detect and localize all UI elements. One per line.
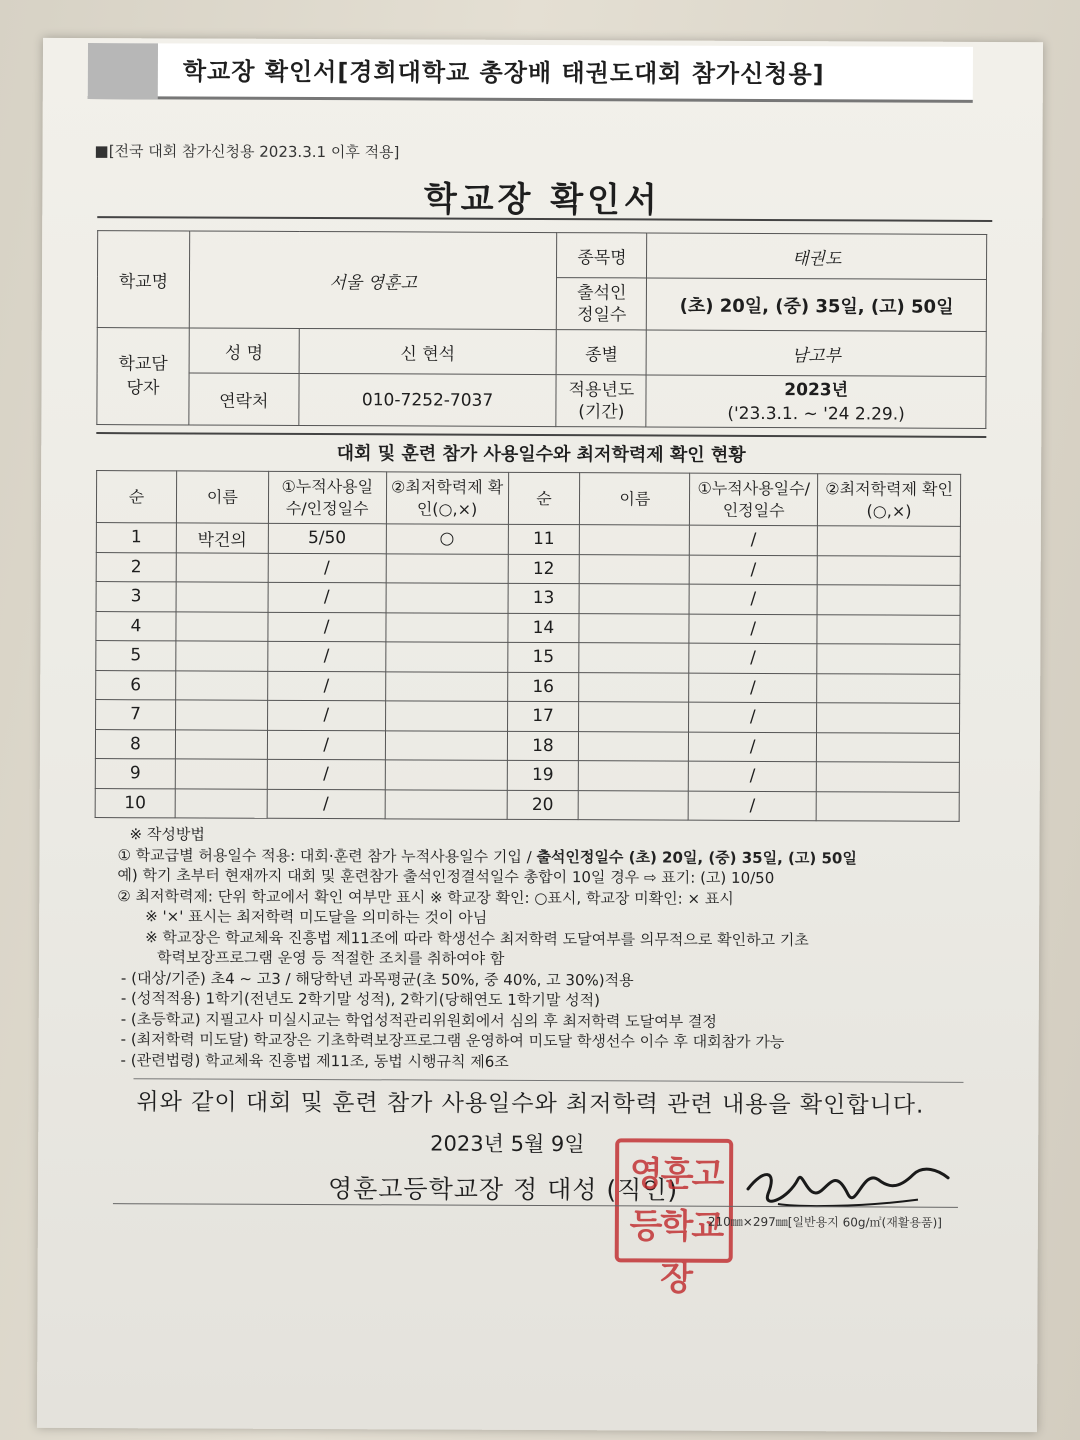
cell-l-days: / <box>267 700 385 730</box>
cell-r-days: / <box>689 732 817 762</box>
cell-l-ok: ○ <box>386 524 508 554</box>
cell-l-no: 6 <box>96 670 176 700</box>
cell-l-days: / <box>267 730 385 760</box>
cell-r-days: / <box>689 555 817 585</box>
cell-l-days: / <box>267 759 385 789</box>
handwritten-signature <box>738 1149 958 1220</box>
col-name: 이름 <box>176 471 268 523</box>
table-row <box>96 523 960 556</box>
cell-r-no: 12 <box>508 554 580 584</box>
note-dash-2: - (성적적용) 1학기(전년도 2학기말 성적), 2학기(당해연도 1학기말 성적) <box>120 989 600 1010</box>
table-row <box>96 582 960 615</box>
cell-l-name <box>175 788 267 818</box>
cell-r-ok <box>817 585 960 615</box>
note-2-b-cont: 학력보장프로그램 운영 등 적절한 조치를 취하여야 함 <box>156 948 505 968</box>
cell-r-ok <box>816 732 959 762</box>
official-seal <box>615 1138 734 1299</box>
cell-l-ok <box>385 642 507 672</box>
school-value: 서울 영훈고 <box>189 231 557 330</box>
note-dash-4: - (최저학력 미도달) 학교장은 기초학력보장프로그램 운영하여 미도달 학생선수 이수 후 대회참가 가능 <box>120 1030 785 1052</box>
cell-r-ok <box>816 791 959 821</box>
header-band <box>88 43 973 103</box>
cell-l-ok <box>385 701 507 731</box>
cell-l-ok <box>385 671 507 701</box>
cell-l-days: / <box>268 553 386 583</box>
cell-l-no: 5 <box>96 641 176 671</box>
confirmation-statement: 위와 같이 대회 및 훈련 참가 사용일수와 최저학력 관련 내용을 확인합니다. <box>136 1089 925 1119</box>
section-title: 대회 및 훈련 참가 사용일수와 최저학력제 확인 현황 <box>96 432 986 468</box>
notes-heading: ※ 작성방법 <box>129 825 205 844</box>
category-label: 종별 <box>557 330 647 375</box>
cell-l-no: 8 <box>95 729 175 759</box>
cell-l-no: 2 <box>96 552 176 582</box>
col-no: 순 <box>508 472 580 524</box>
cell-r-days: / <box>689 584 817 614</box>
table-row <box>96 641 960 674</box>
note-1-example: 예) 학기 초부터 현재까지 대회 및 훈련참가 출석인정결석일수 총합이 10일 경우 ⇨ 표기: (고) 10/50 <box>117 866 775 888</box>
paper-spec: 210㎜×297㎜[일반용지 60g/㎡(재활용품)] <box>707 1214 942 1230</box>
event-label: 종목명 <box>557 233 647 278</box>
cell-l-ok <box>385 760 507 790</box>
cell-r-no: 17 <box>507 701 579 731</box>
cell-l-ok <box>386 553 508 583</box>
cell-r-no: 11 <box>508 524 580 554</box>
subnote: ■[전국 대회 참가신청용 2023.3.1 이후 적용] <box>94 142 400 162</box>
col-days: ①누적사용일수/인정일수 <box>690 473 818 526</box>
cell-r-no: 13 <box>508 583 580 613</box>
name-label: 성 명 <box>189 328 299 373</box>
name-value: 신 현석 <box>299 328 557 374</box>
roster-header-row <box>96 471 960 527</box>
attendance-value: (초) 20일, (중) 35일, (고) 50일 <box>647 278 987 331</box>
cell-l-days: / <box>267 789 385 819</box>
col-min-acad: ②최저학력제 확인(○,×) <box>818 474 961 527</box>
note-2: ② 최저학력제: 단위 학교에서 확인 여부만 표시 ※ 학교장 확인: ○표시, 학교장 미확인: × 표시 <box>117 886 734 908</box>
cell-r-name <box>579 643 689 673</box>
cell-r-ok <box>816 762 959 792</box>
note-dash-3: - (초등학교) 지필고사 미실시교는 학업성적관리위원회에서 심의 후 최저학력 도달여부 결정 <box>120 1009 717 1031</box>
table-row <box>96 700 960 733</box>
cell-r-days: / <box>689 614 817 644</box>
signing-date: 2023년 5월 9일 <box>430 1131 585 1157</box>
cell-r-name <box>579 584 689 614</box>
seal-lettering: 영훈고등학교장 <box>629 1154 723 1299</box>
signer-line: 영훈고등학교장 정 대성 (직인) <box>327 1174 679 1205</box>
cell-r-no: 15 <box>507 642 579 672</box>
school-label: 학교명 <box>97 231 189 328</box>
cell-r-name <box>579 731 689 761</box>
cell-r-name <box>580 554 690 584</box>
cell-l-ok <box>385 730 507 760</box>
cell-r-name <box>580 525 690 555</box>
event-value: 태권도 <box>647 233 987 279</box>
table-row <box>95 788 959 821</box>
cell-r-days: / <box>689 702 817 732</box>
category-value: 남고부 <box>646 330 986 376</box>
cell-l-no: 9 <box>95 759 175 789</box>
year-value: 2023년 <box>784 379 849 400</box>
col-days: ①누적사용일수/인정일수 <box>268 471 386 524</box>
cell-l-ok <box>386 612 508 642</box>
cell-r-no: 18 <box>507 731 579 761</box>
cell-r-ok <box>817 673 960 703</box>
col-min-acad: ②최저학력제 확인(○,×) <box>386 472 508 525</box>
note-2-b: ※ 학교장은 학교체육 진흥법 제11조에 따라 학생선수 최저학력 도달여부를 의무적으로 확인하고 기초 <box>145 927 809 949</box>
cell-r-no: 14 <box>507 613 579 643</box>
cell-l-ok <box>385 789 507 819</box>
note-1: ① 학교급별 허용일수 적용: 대회·훈련 참가 누적사용일수 기입 / <box>117 845 537 866</box>
cell-l-no: 7 <box>96 700 176 730</box>
cell-l-name <box>175 759 267 789</box>
divider <box>133 1078 963 1083</box>
cell-l-no: 4 <box>96 611 176 641</box>
cell-l-no: 10 <box>95 788 175 818</box>
cell-r-ok <box>817 644 960 674</box>
contact-label: 연락처 <box>189 373 299 425</box>
cell-l-ok <box>386 583 508 613</box>
header-title: 학교장 확인서[경희대학교 총장배 태권도대회 참가신청용] <box>182 57 825 89</box>
year-label: 적용년도(기간) <box>556 375 646 427</box>
note-2-a: ※ '×' 표시는 최저학력 미도달을 의미하는 것이 아님 <box>145 907 488 927</box>
cell-r-no: 19 <box>507 760 579 790</box>
cell-l-days: / <box>268 641 386 671</box>
cell-r-no: 20 <box>507 790 579 820</box>
table-row <box>96 670 960 703</box>
note-dash-1: - (대상/기준) 초4 ~ 고3 / 해당학년 과목평균(초 50%, 중 40%, 고 30%)적용 <box>120 968 634 989</box>
table-row <box>95 729 959 762</box>
cell-r-days: / <box>689 643 817 673</box>
col-name: 이름 <box>580 473 690 525</box>
period-value: ('23.3.1. ~ '24 2.29.) <box>727 403 905 425</box>
cell-l-name <box>175 729 267 759</box>
cell-r-name <box>579 702 689 732</box>
cell-r-days: / <box>690 525 818 555</box>
cell-l-days: / <box>267 671 385 701</box>
note-1-bold: 출석인정일수 (초) 20일, (중) 35일, (고) 50일 <box>536 847 857 867</box>
cell-l-no: 3 <box>96 582 176 612</box>
attendance-label: 출석인정일수 <box>557 278 647 330</box>
cell-r-name <box>579 790 689 820</box>
manager-label: 학교담당자 <box>97 328 189 425</box>
page-title: 학교장 확인서 <box>423 179 661 221</box>
cell-l-name <box>176 670 268 700</box>
cell-r-name <box>579 672 689 702</box>
roster-table <box>95 470 962 822</box>
cell-r-days: / <box>689 761 817 791</box>
cell-l-name <box>175 700 267 730</box>
instructions <box>117 824 998 1074</box>
cell-r-days: / <box>689 673 817 703</box>
cell-l-name <box>176 611 268 641</box>
cell-l-no: 1 <box>96 523 176 553</box>
header-grey-block <box>88 43 158 99</box>
table-row <box>95 759 959 792</box>
cell-l-name <box>176 582 268 612</box>
col-no: 순 <box>96 471 176 523</box>
cell-r-ok <box>817 614 960 644</box>
cell-l-days: / <box>268 612 386 642</box>
table-row <box>96 611 960 644</box>
cell-l-name: 박건의 <box>176 523 268 553</box>
table-row <box>96 552 960 585</box>
cell-l-days: / <box>268 582 386 612</box>
cell-r-name <box>579 761 689 791</box>
cell-r-no: 16 <box>507 672 579 702</box>
document-page <box>37 38 1043 1432</box>
cell-r-name <box>579 613 689 643</box>
cell-l-name <box>176 552 268 582</box>
cell-r-ok <box>817 526 960 556</box>
cell-l-name <box>176 641 268 671</box>
cell-l-days: 5/50 <box>268 523 386 553</box>
cell-r-days: / <box>688 791 816 821</box>
info-table <box>96 230 987 429</box>
cell-r-ok <box>817 555 960 585</box>
cell-r-ok <box>817 703 960 733</box>
note-dash-5: - (관련법령) 학교체육 진흥법 제11조, 동법 시행규칙 제6조 <box>120 1050 509 1071</box>
contact-value: 010-7252-7037 <box>299 373 557 426</box>
